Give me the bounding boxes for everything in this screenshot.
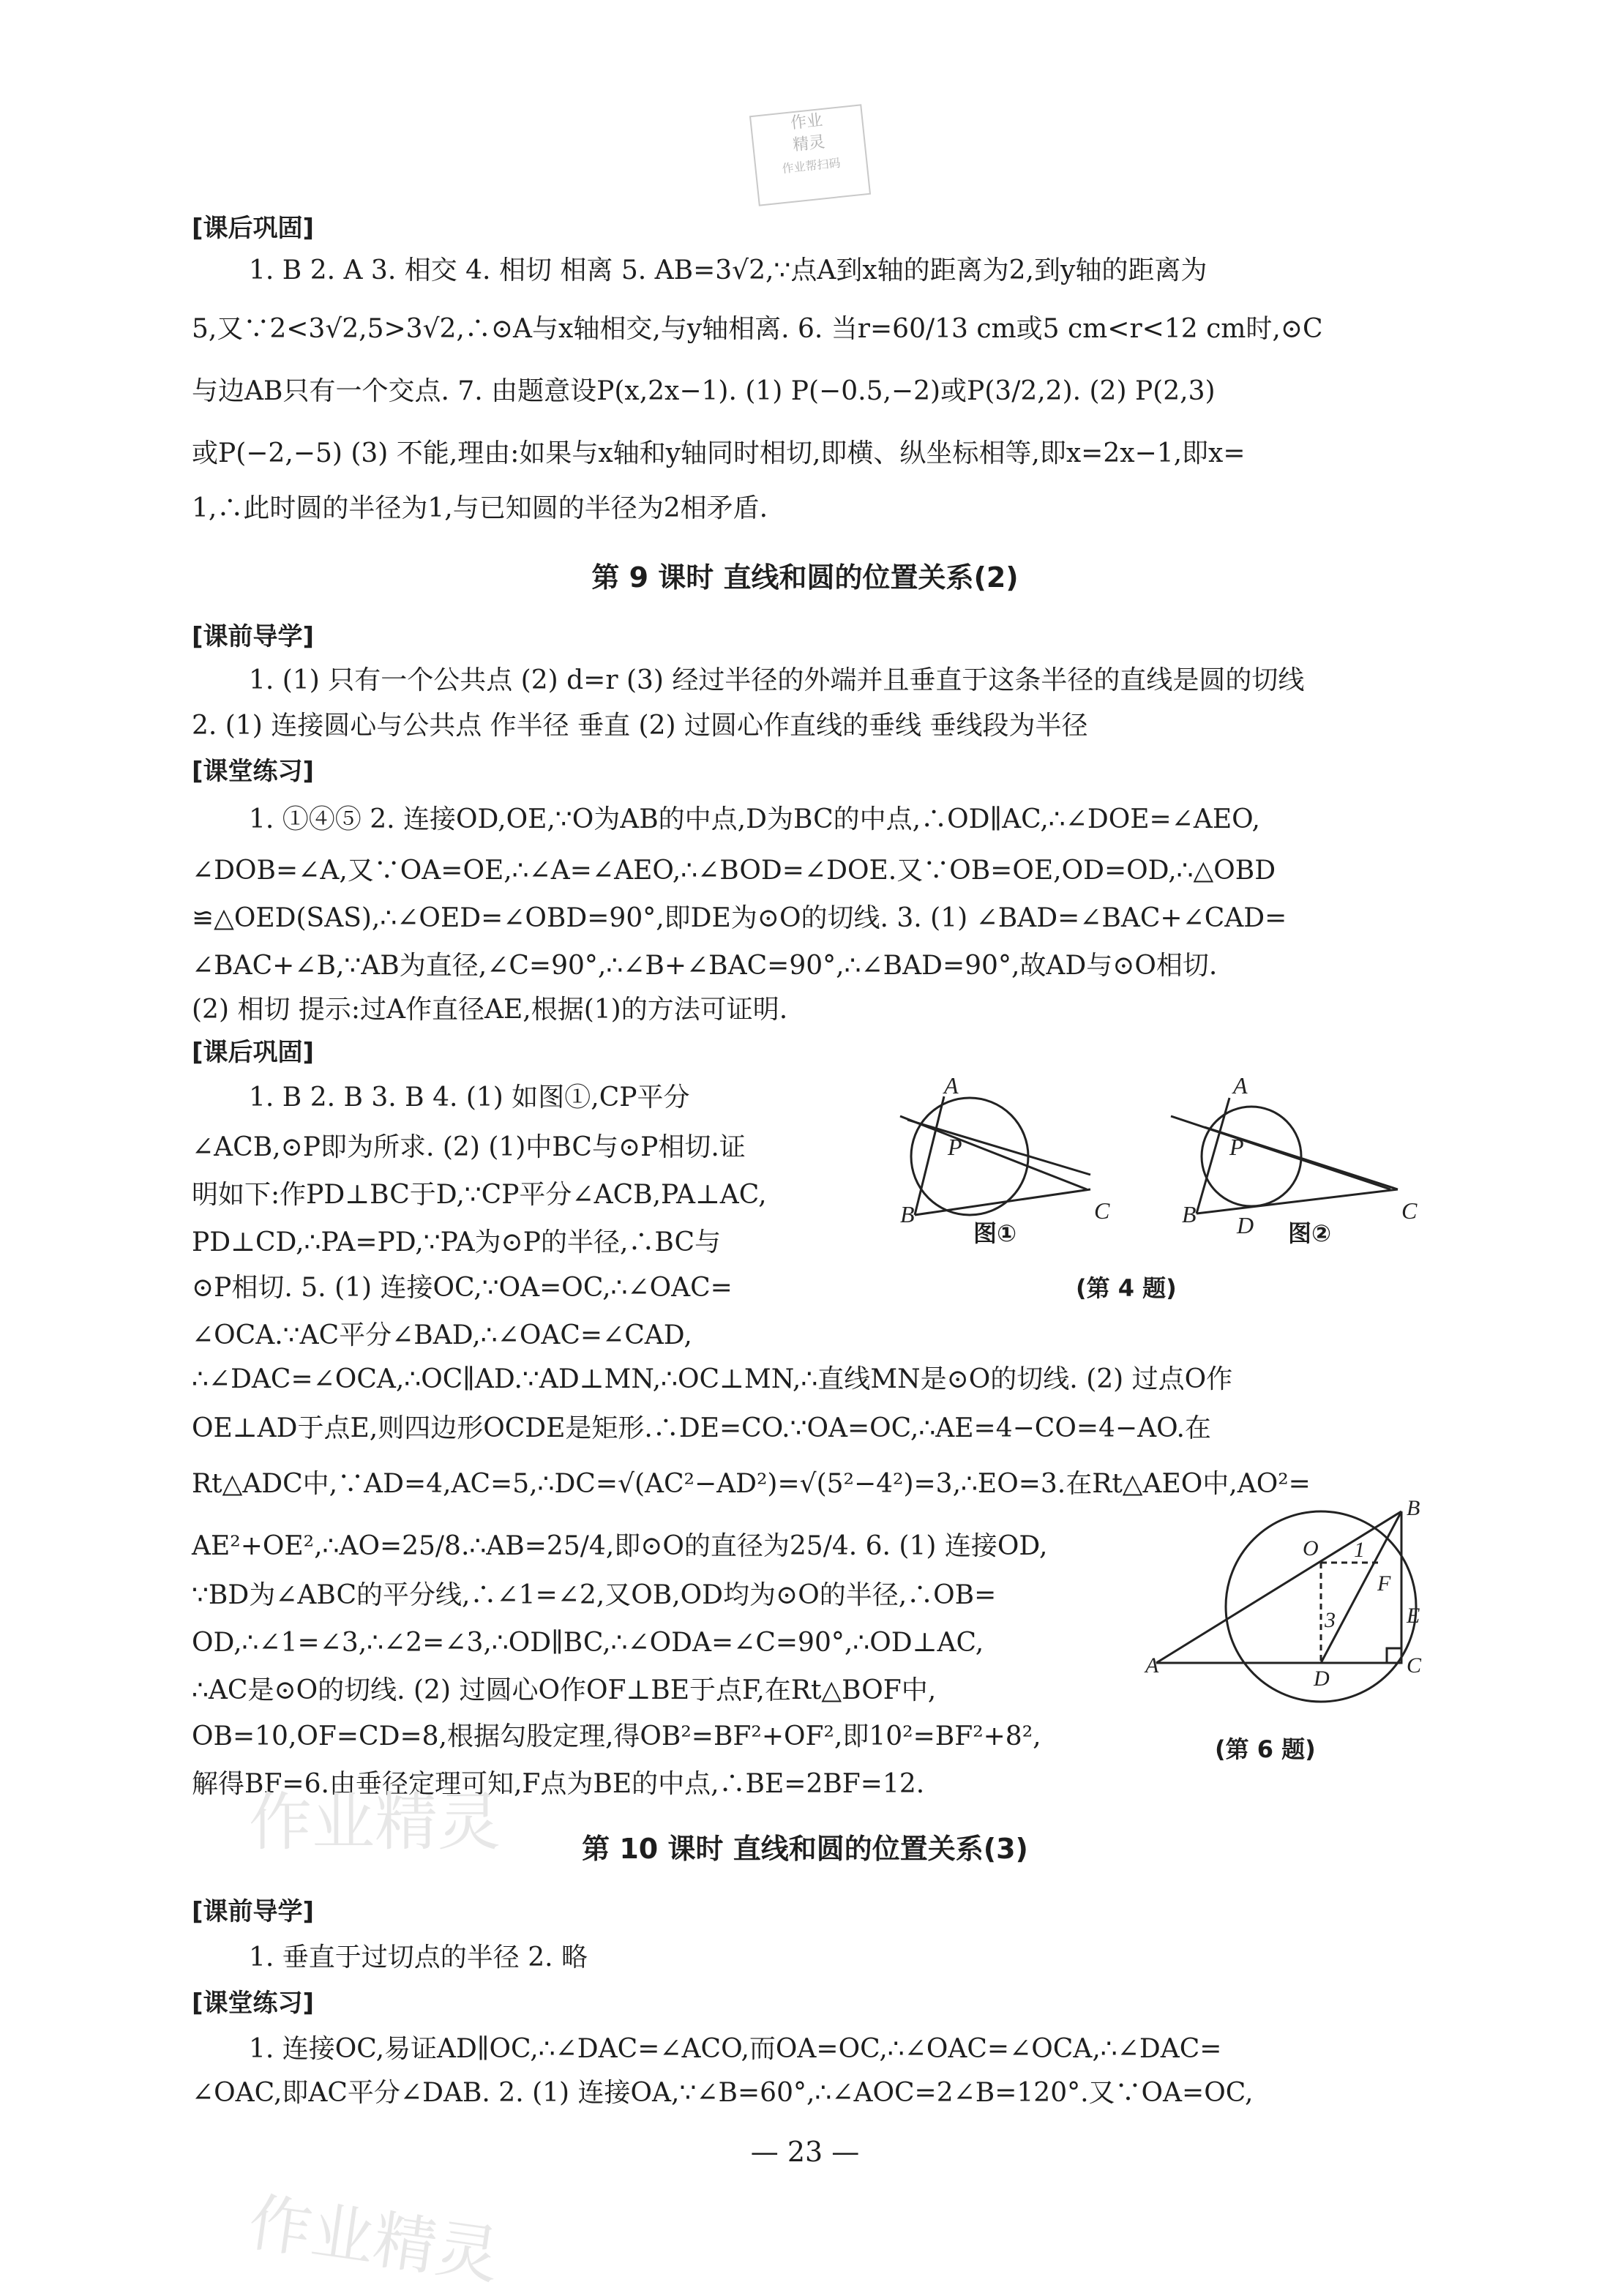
section-header: [课前导学] xyxy=(192,622,315,651)
text-line: ∴∠DAC=∠OCA,∴OC∥AD.∵AD⊥MN,∴OC⊥MN,∴直线MN是⊙O的切线. (2) 过点O作 xyxy=(192,1364,1233,1394)
figure-6 xyxy=(1142,1497,1427,1716)
figure-caption: (第 6 题) xyxy=(1215,1735,1316,1763)
text-line: 1. 垂直于过切点的半径 2. 略 xyxy=(249,1942,588,1972)
text-line: ∴AC是⊙O的切线. (2) 过圆心O作OF⊥BE于点F,在Rt△BOF中, xyxy=(192,1675,937,1705)
figure-caption: 图① xyxy=(973,1219,1017,1247)
text-line: 1. ①④⑤ 2. 连接OD,OE,∵O为AB的中点,D为BC的中点,∴OD∥AC,∴∠DOE=∠AEO, xyxy=(249,804,1260,834)
figure-caption: 图② xyxy=(1288,1219,1332,1247)
watermark: 作业精灵 xyxy=(249,1786,501,1859)
text-line: OD,∴∠1=∠3,∴∠2=∠3,∴OD∥BC,∴∠ODA=∠C=90°,∴OD⊥AC, xyxy=(192,1628,984,1658)
svg-text:C: C xyxy=(1094,1197,1110,1224)
text-line: Rt△ADC中,∵AD=4,AC=5,∴DC=√(AC²−AD²)=√(5²−4²)=3,∴EO=3.在Rt△AEO中,AO²= xyxy=(192,1469,1311,1499)
lesson-title: 第 9 课时 直线和圆的位置关系(2) xyxy=(591,561,1019,594)
circle-p2 xyxy=(1202,1107,1301,1206)
text-line: ≌△OED(SAS),∴∠OED=∠OBD=90°,即DE为⊙O的切线. 3. (1) ∠BAD=∠BAC+∠CAD= xyxy=(192,903,1287,933)
svg-text:P: P xyxy=(1229,1134,1244,1160)
section-header: [课前导学] xyxy=(192,1897,315,1926)
stamp-text-3: 作业帮扫码 xyxy=(781,155,842,176)
stamp-text-1: 作业 xyxy=(790,111,824,133)
text-line: 明如下:作PD⊥BC于D,∵CP平分∠ACB,PA⊥AC, xyxy=(192,1180,767,1210)
text-line: 1. (1) 只有一个公共点 (2) d=r (3) 经过半径的外端并且垂直于这条半径的直线是圆的切线 xyxy=(249,665,1305,695)
text-line: (2) 相切 提示:过A作直径AE,根据(1)的方法可证明. xyxy=(192,995,788,1025)
lesson-title: 第 10 课时 直线和圆的位置关系(3) xyxy=(582,1833,1028,1865)
text-line: ∠OAC,即AC平分∠DAB. 2. (1) 连接OA,∵∠B=60°,∴∠AOC=2∠B=120°.又∵OA=OC, xyxy=(192,2078,1254,2108)
text-line: ⊙P相切. 5. (1) 连接OC,∵OA=OC,∴∠OAC= xyxy=(192,1273,733,1303)
section-header: [课堂练习] xyxy=(192,757,315,786)
text-line: 与边AB只有一个交点. 7. 由题意设P(x,2x−1). (1) P(−0.5,−2)或P(3/2,2). (2) P(2,3) xyxy=(192,376,1216,406)
text-line: 1. B 2. B 3. B 4. (1) 如图①,CP平分 xyxy=(249,1082,690,1113)
svg-text:O: O xyxy=(1303,1536,1319,1560)
svg-text:B: B xyxy=(1407,1497,1420,1520)
section-header: [课堂练习] xyxy=(192,1989,315,2018)
text-line: 解得BF=6.由垂径定理可知,F点为BE的中点,∴BE=2BF=12. xyxy=(192,1769,925,1799)
svg-text:D: D xyxy=(1237,1212,1254,1238)
stamp-logo xyxy=(749,104,871,206)
svg-text:1: 1 xyxy=(1354,1538,1365,1562)
page-number: — 23 — xyxy=(750,2136,860,2168)
stamp-text-2: 精灵 xyxy=(792,132,826,155)
text-line: ∠OCA.∵AC平分∠BAD,∴∠OAC=∠CAD, xyxy=(192,1320,692,1350)
text-line: 5,又∵2<3√2,5>3√2,∴⊙A与x轴相交,与y轴相离. 6. 当r=60/13 cm或5 cm<r<12 cm时,⊙C xyxy=(192,314,1323,344)
figure-caption: (第 4 题) xyxy=(1076,1274,1177,1302)
figure-4 xyxy=(871,1069,1427,1274)
text-line: OB=10,OF=CD=8,根据勾股定理,得OB²=BF²+OF²,即10²=BF²+8², xyxy=(192,1721,1041,1751)
svg-text:F: F xyxy=(1377,1571,1391,1596)
text-line: ∵BD为∠ABC的平分线,∴∠1=∠2,又OB,OD均为⊙O的半径,∴OB= xyxy=(192,1580,997,1610)
text-line: 1,∴此时圆的半径为1,与已知圆的半径为2相矛盾. xyxy=(192,493,768,523)
svg-text:P: P xyxy=(948,1134,962,1160)
svg-text:A: A xyxy=(1233,1072,1248,1099)
text-line: 1. B 2. A 3. 相交 4. 相切 相离 5. AB=3√2,∵点A到x轴的距离为2,到y轴的距离为 xyxy=(249,255,1208,285)
svg-text:B: B xyxy=(900,1201,915,1227)
svg-text:E: E xyxy=(1407,1604,1420,1628)
section-header: [课后巩固] xyxy=(192,1038,315,1067)
text-line: ∠DOB=∠A,又∵OA=OE,∴∠A=∠AEO,∴∠BOD=∠DOE.又∵OB=OE,OD=OD,∴△OBD xyxy=(192,856,1276,886)
svg-text:C: C xyxy=(1401,1197,1418,1224)
svg-text:A: A xyxy=(944,1072,959,1099)
text-line: 2. (1) 连接圆心与公共点 作半径 垂直 (2) 过圆心作直线的垂线 垂线段为半径 xyxy=(192,711,1088,741)
text-line: PD⊥CD,∴PA=PD,∵PA为⊙P的半径,∴BC与 xyxy=(192,1227,722,1257)
text-line: ∠BAC+∠B,∵AB为直径,∠C=90°,∴∠B+∠BAC=90°,∴∠BAD=90°,故AD与⊙O相切. xyxy=(192,951,1218,981)
svg-text:3: 3 xyxy=(1325,1608,1336,1632)
svg-text:C: C xyxy=(1407,1653,1422,1678)
text-line: ∠ACB,⊙P即为所求. (2) (1)中BC与⊙P相切.证 xyxy=(192,1132,746,1162)
svg-text:A: A xyxy=(1145,1653,1159,1678)
text-line: AE²+OE²,∴AO=25/8.∴AB=25/4,即⊙O的直径为25/4. 6. (1) 连接OD, xyxy=(192,1531,1048,1561)
section-header: [课后巩固] xyxy=(192,214,315,243)
svg-text:B: B xyxy=(1182,1201,1197,1227)
text-line: 或P(−2,−5) (3) 不能,理由:如果与x轴和y轴同时相切,即横、纵坐标相等,即x=2x−1,即x= xyxy=(192,438,1246,468)
svg-text:D: D xyxy=(1314,1667,1330,1691)
watermark: 作业精灵 xyxy=(244,2185,504,2294)
text-line: 1. 连接OC,易证AD∥OC,∴∠DAC=∠ACO,而OA=OC,∴∠OAC=∠OCA,∴∠DAC= xyxy=(249,2034,1222,2064)
text-line: OE⊥AD于点E,则四边形OCDE是矩形.∴DE=CO.∵OA=OC,∴AE=4−CO=4−AO.在 xyxy=(192,1413,1211,1443)
